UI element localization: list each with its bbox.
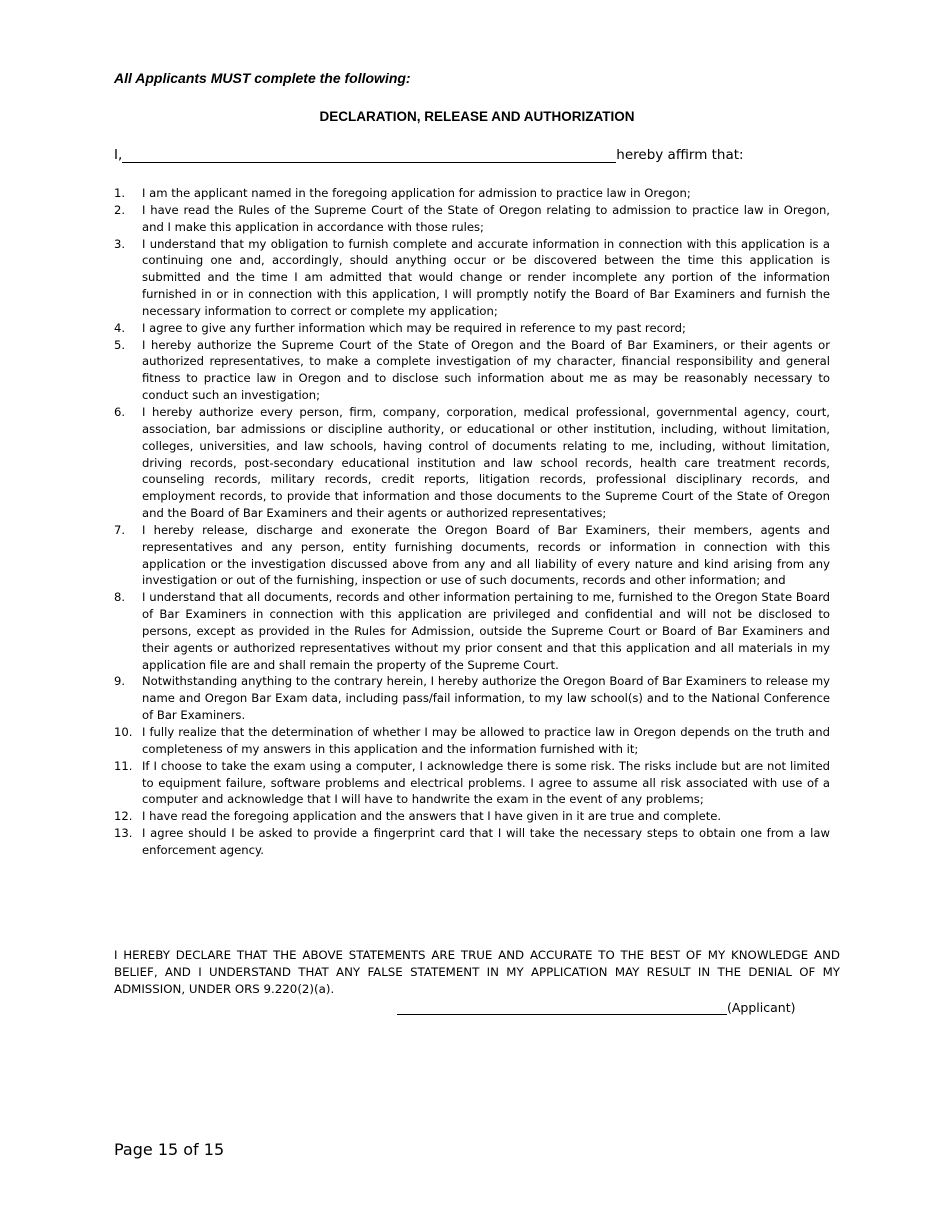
list-item (114, 185, 830, 202)
list-item (114, 724, 830, 758)
affirmation-line (114, 147, 744, 163)
item-text: I am the applicant named in the foregoing application for admission to practice law in Oregon; (142, 186, 691, 200)
list-item (114, 202, 830, 236)
item-number: 4. (114, 320, 126, 335)
list-item (114, 673, 830, 724)
item-text: I understand that my obligation to furnish complete and accurate information in connection with this application is a continuing one and, accordingly, should anything occur or be discovered between the time this application is submitted and the time I am admitted that would change or render incomplete any portion of the information furnished in or in connection with this application, I will promptly notify the Board of Bar Examiners and furnish the necessary information to correct or complete my application; (142, 236, 830, 318)
item-number: 8. (114, 590, 126, 605)
item-number: 10. (114, 725, 133, 739)
signature-label: (Applicant) (727, 1000, 796, 1015)
list-item (114, 404, 830, 522)
list-item (114, 758, 830, 809)
list-item (114, 522, 830, 589)
item-number: 5. (114, 337, 126, 352)
item-text: I hereby release, discharge and exonerate the Oregon Board of Bar Examiners, their members, agents and representatives and any person, entity furnishing documents, records or information in connection with this application or the investigation discussed above from any and all liability of every nature and kind arising from any investigation or out of the furnishing, inspection or use of such documents, records and other information; and (142, 522, 830, 588)
item-text: I fully realize that the determination of whether I may be allowed to practice law in Oregon depends on the truth and completeness of my answers in this application and the information furnished with it; (142, 725, 830, 756)
item-text: I agree to give any further information which may be required in reference to my past record; (142, 320, 686, 335)
item-text: I have read the foregoing application and the answers that I have given in it are true and complete. (142, 809, 722, 824)
page-title: DECLARATION, RELEASE AND AUTHORIZATION (319, 109, 635, 124)
affirmation-suffix: hereby affirm that: (616, 147, 744, 163)
declaration-statement: I HEREBY DECLARE THAT THE ABOVE STATEMENTS ARE TRUE AND ACCURATE TO THE BEST OF MY KNOWLEDGE AND BELIEF, AND I UNDERSTAND THAT ANY FALSE STATEMENT IN MY APPLICATION MAY RESULT IN THE DENIAL OF MY ADMISSION, UNDER ORS 9.220(2)(a). (114, 948, 840, 996)
item-text: I agree should I be asked to provide a fingerprint card that I will take the necessary steps to obtain one from a law enforcement agency. (142, 826, 830, 857)
signature-block (397, 998, 795, 1015)
item-number: 12. (114, 809, 133, 824)
item-text: I understand that all documents, records and other information pertaining to me, furnished to the Oregon State Board of Bar Examiners in connection with this application are privileged and confidential and will not be disclosed to persons, except as provided in the Rules for Admission, outside the Supreme Court or Board of Bar Examiners and their agents or authorized representatives without my prior consent and that this application and all materials in my application file are and shall remain the property of the Supreme Court. (142, 590, 830, 672)
item-text: If I choose to take the exam using a computer, I acknowledge there is some risk. The risks include but are not limited to equipment failure, software problems and electrical problems. I agree to assume all risk associated with use of a computer and acknowledge that I will have to handwrite the exam in the event of any problems; (142, 758, 830, 807)
list-item (114, 320, 830, 337)
item-number: 2. (114, 202, 126, 217)
list-item (114, 337, 830, 404)
list-item (114, 808, 830, 825)
item-number: 9. (114, 674, 126, 689)
item-number: 13. (114, 826, 133, 841)
item-text: I hereby authorize every person, firm, company, corporation, medical professional, governmental agency, court, association, bar admissions or discipline authority, or educational or other institution, including, without limitation, colleges, universities, and law schools, having control of documents relating to me, including, without limitation, driving records, post-secondary educational institution and law school records, health care treatment records, counseling records, military records, credit reports, litigation records, professional disciplinary records, and employment records, to provide that information and those documents to the Supreme Court of the State of Oregon and the Board of Bar Examiners and their agents or authorized representatives; (142, 404, 830, 521)
applicant-name-blank[interactable] (122, 148, 616, 163)
affirmation-prefix: I, (114, 147, 123, 163)
list-item (114, 825, 830, 859)
instructions-heading: All Applicants MUST complete the following: (114, 70, 411, 86)
item-number: 11. (114, 758, 133, 773)
list-item (114, 589, 830, 673)
page-number: Page 15 of 15 (114, 1140, 225, 1159)
item-number: 6. (114, 404, 126, 419)
item-text: I hereby authorize the Supreme Court of the State of Oregon and the Board of Bar Examiners, or their agents or authorized representatives, to make a complete investigation of my character, financial responsibility and general fitness to practice law in Oregon and to disclose such information about me as may be reasonably necessary to conduct such an investigation; (142, 337, 830, 403)
declaration-list (114, 185, 830, 859)
item-text: I have read the Rules of the Supreme Court of the State of Oregon relating to admission to practice law in Oregon, and I make this application in accordance with those rules; (142, 202, 830, 234)
item-text: Notwithstanding anything to the contrary herein, I hereby authorize the Oregon Board of Bar Examiners to release my name and Oregon Bar Exam data, including pass/fail information, to my law school(s) and to the National Conference of Bar Examiners. (142, 674, 830, 723)
item-number: 1. (114, 186, 126, 200)
applicant-signature-blank[interactable] (397, 998, 727, 1015)
item-number: 3. (114, 236, 126, 251)
item-number: 7. (114, 522, 126, 537)
list-item (114, 236, 830, 320)
